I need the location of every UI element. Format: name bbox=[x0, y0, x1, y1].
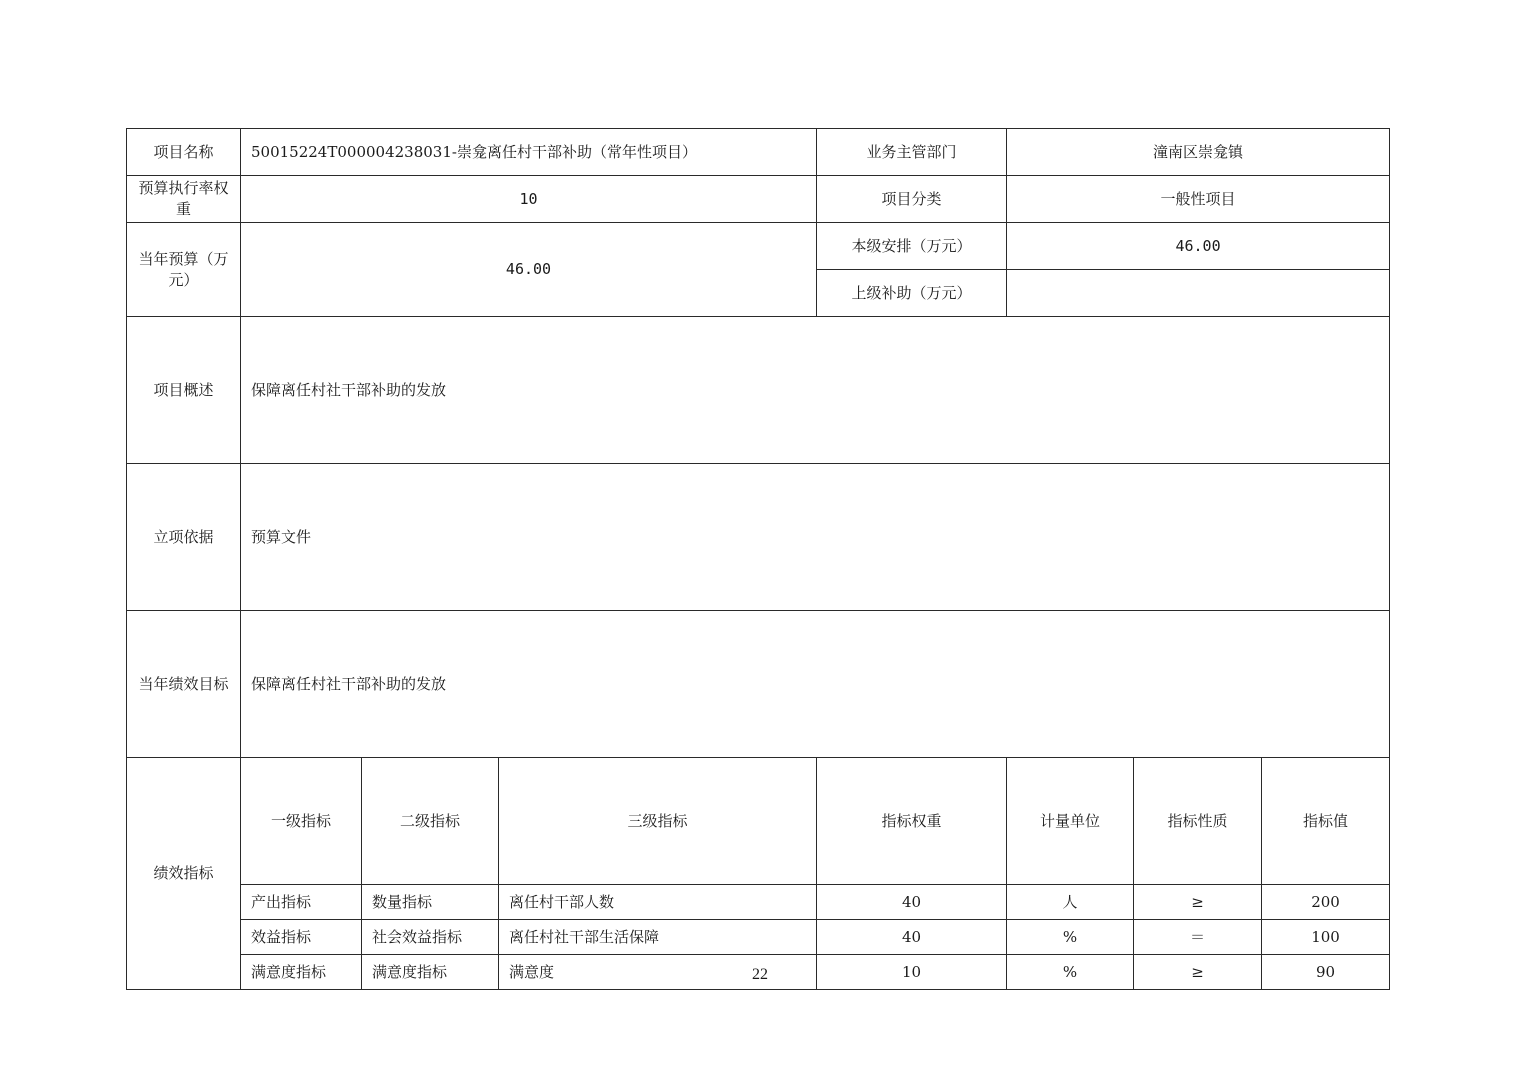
indicators-label: 绩效指标 bbox=[127, 758, 241, 990]
indicator-header-cell: 指标权重 bbox=[817, 758, 1007, 885]
row-basis bbox=[127, 464, 1390, 611]
value-cell: 200 bbox=[1262, 885, 1390, 920]
unit-cell: % bbox=[1007, 920, 1134, 955]
row-budget bbox=[127, 223, 1390, 270]
indicator-header-cell: 指标性质 bbox=[1134, 758, 1262, 885]
basis-label: 立项依据 bbox=[127, 464, 241, 611]
indicator-header-row bbox=[127, 758, 1390, 885]
indicator-header-cell: 指标值 bbox=[1262, 758, 1390, 885]
indicator-header-cell: 一级指标 bbox=[241, 758, 362, 885]
level3-cell: 离任村社干部生活保障 bbox=[499, 920, 817, 955]
level1-cell: 产出指标 bbox=[241, 885, 362, 920]
overview-value: 保障离任村社干部补助的发放 bbox=[241, 317, 1390, 464]
project-performance-table bbox=[126, 128, 1390, 990]
level2-cell: 数量指标 bbox=[362, 885, 499, 920]
upper-label: 上级补助（万元） bbox=[817, 270, 1007, 317]
level3-cell: 离任村干部人数 bbox=[499, 885, 817, 920]
goal-value: 保障离任村社干部补助的发放 bbox=[241, 611, 1390, 758]
table-row bbox=[127, 920, 1390, 955]
row-project-name bbox=[127, 129, 1390, 176]
nature-cell: ≥ bbox=[1134, 885, 1262, 920]
project-name-label: 项目名称 bbox=[127, 129, 241, 176]
upper-value bbox=[1007, 270, 1390, 317]
project-name-value: 50015224T000004238031-崇龛离任村干部补助（常年性项目） bbox=[241, 129, 817, 176]
nature-cell: ≥ bbox=[1134, 955, 1262, 990]
dept-value: 潼南区崇龛镇 bbox=[1007, 129, 1390, 176]
level1-cell: 效益指标 bbox=[241, 920, 362, 955]
value-cell: 90 bbox=[1262, 955, 1390, 990]
budget-label: 当年预算（万元） bbox=[127, 223, 241, 317]
local-value: 46.00 bbox=[1007, 223, 1390, 270]
exec-rate-value: 10 bbox=[241, 176, 817, 223]
weight-cell: 40 bbox=[817, 885, 1007, 920]
nature-cell: ＝ bbox=[1134, 920, 1262, 955]
unit-cell: 人 bbox=[1007, 885, 1134, 920]
basis-value: 预算文件 bbox=[241, 464, 1390, 611]
indicator-header-cell: 三级指标 bbox=[499, 758, 817, 885]
weight-cell: 10 bbox=[817, 955, 1007, 990]
exec-rate-label: 预算执行率权重 bbox=[127, 176, 241, 223]
row-overview bbox=[127, 317, 1390, 464]
level1-cell: 满意度指标 bbox=[241, 955, 362, 990]
goal-label: 当年绩效目标 bbox=[127, 611, 241, 758]
row-goal bbox=[127, 611, 1390, 758]
indicator-header-cell: 二级指标 bbox=[362, 758, 499, 885]
page-number: 22 bbox=[752, 966, 768, 983]
weight-cell: 40 bbox=[817, 920, 1007, 955]
overview-label: 项目概述 bbox=[127, 317, 241, 464]
dept-label: 业务主管部门 bbox=[817, 129, 1007, 176]
budget-value: 46.00 bbox=[241, 223, 817, 317]
table-row bbox=[127, 885, 1390, 920]
unit-cell: % bbox=[1007, 955, 1134, 990]
category-label: 项目分类 bbox=[817, 176, 1007, 223]
level3-cell: 满意度 bbox=[499, 955, 817, 990]
level2-cell: 满意度指标 bbox=[362, 955, 499, 990]
row-exec-rate bbox=[127, 176, 1390, 223]
category-value: 一般性项目 bbox=[1007, 176, 1390, 223]
level2-cell: 社会效益指标 bbox=[362, 920, 499, 955]
indicator-header-cell: 计量单位 bbox=[1007, 758, 1134, 885]
value-cell: 100 bbox=[1262, 920, 1390, 955]
local-label: 本级安排（万元） bbox=[817, 223, 1007, 270]
